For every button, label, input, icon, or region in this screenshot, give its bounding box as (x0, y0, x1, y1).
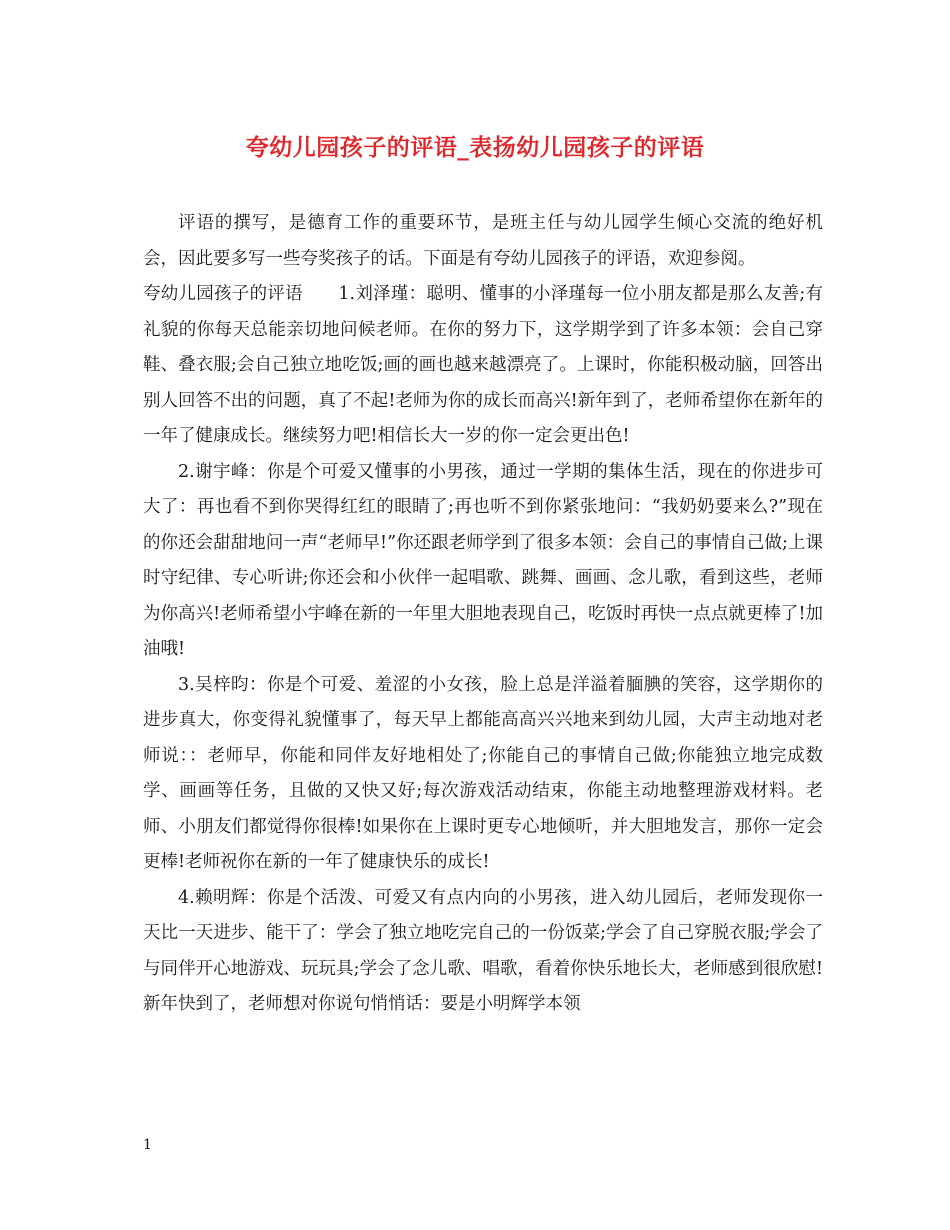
page-number: 1 (143, 1137, 152, 1153)
document-body (143, 206, 823, 1023)
document-title: 夸幼儿园孩子的评语_表扬幼儿园孩子的评语 (245, 134, 705, 161)
intro-paragraph: 评语的撰写，是德育工作的重要环节，是班主任与幼儿园学生倾心交流的绝好机会，因此要多写一些夸奖孩子的话。下面是有夸幼儿园孩子的评语，欢迎参阅。 (143, 213, 823, 269)
paragraph-2: 2.谢宇峰：你是个可爱又懂事的小男孩，通过一学期的集体生活，现在的你进步可大了：再也看不到你哭得红红的眼睛了;再也听不到你紧张地问：“我奶奶要来么?”现在的你还会甜甜地问一声“老师早!”你还跟老师学到了很多本领：会自己的事情自己做;上课时守纪律、专心听讲;你还会和小伙伴一起唱歌、跳舞、画画、念儿歌，看到这些，老师为你高兴!老师希望小宇峰在新的一年里大胆地表现自己，吃饭时再快一点点就更棒了!加油哦! (143, 461, 823, 659)
paragraph-1: 夸幼儿园孩子的评语 1.刘泽瑾：聪明、懂事的小泽瑾每一位小朋友都是那么友善;有礼貌的你每天总能亲切地问候老师。在你的努力下，这学期学到了许多本领：会自己穿鞋、叠衣服;会自己独立地吃饭;画的画也越来越漂亮了。上课时，你能积极动脑，回答出别人回答不出的问题，真了不起!老师为你的成长而高兴!新年到了，老师希望你在新年的一年了健康成长。继续努力吧!相信长大一岁的你一定会更出色! (143, 284, 823, 446)
paragraph-3: 3.吴梓昀：你是个可爱、羞涩的小女孩，脸上总是洋溢着腼腆的笑容，这学期你的进步真大，你变得礼貌懂事了，每天早上都能高高兴兴地来到幼儿园，大声主动地对老师说：：老师早，你能和同伴友好地相处了;你能自己的事情自己做;你能独立地完成数学、画画等任务，且做的又快又好;每次游戏活动结束，你能主动地整理游戏材料。老师、小朋友们都觉得你很棒!如果你在上课时更专心地倾听，并大胆地发言，那你一定会更棒!老师祝你在新的一年了健康快乐的成长! (143, 674, 823, 872)
paragraph-4: 4.赖明辉：你是个活泼、可爱又有点内向的小男孩，进入幼儿园后，老师发现你一天比一天进步、能干了：学会了独立地吃完自己的一份饭菜;学会了自己穿脱衣服;学会了与同伴开心地游戏、玩玩具;学会了念儿歌、唱歌，看着你快乐地长大，老师感到很欣慰!新年快到了，老师想对你说句悄悄话：要是小明辉学本领 (143, 887, 823, 1014)
